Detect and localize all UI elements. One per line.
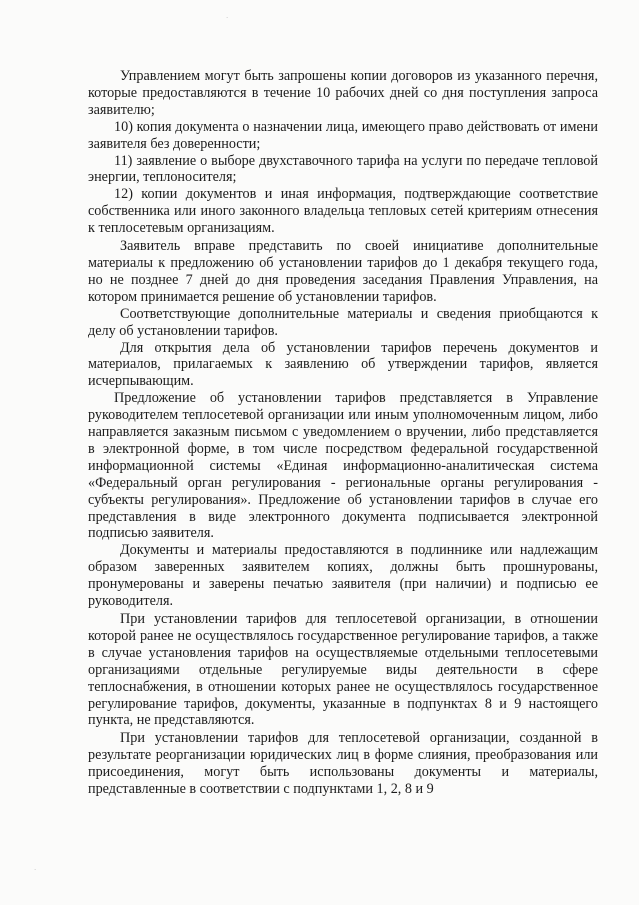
scan-mark: ·	[226, 14, 229, 22]
paragraph-exhaustive-list: Для открытия дела об установлении тарифов перечень документов и материалов, прилагаемых к заявлению об утверждении тарифов, является исчерпывающим.	[88, 339, 598, 390]
scan-mark: ·	[34, 866, 37, 874]
paragraph-document-requirements: Документы и материалы предоставляются в подлиннике или надлежащим образом заверенных заявителем копиях, должны быть прошнурованы, пронумерованы и заверены печатью заявителя (при наличии) и подписью ее руководителя.	[88, 542, 598, 610]
paragraph-additional-materials: Заявитель вправе представить по своей инициативе дополнительные материалы к предложению об установлении тарифов до 1 декабря текущего года, но не позднее 7 дней до дня проведения заседания Правления Управления, на котором принимается решение об установлении тарифов.	[88, 238, 598, 305]
paragraph-reorganization: При установлении тарифов для теплосетевой организации, созданной в результате реорганизации юридических лиц в форме слияния, преобразования или присоединения, могут быть использованы документы и материалы, представленные в соответствии с подпунктами 1, 2, 8 и 9	[88, 730, 598, 798]
paragraph-case-attachment: Соответствующие дополнительные материалы и сведения приобщаются к делу об установлении тарифов.	[88, 305, 598, 339]
paragraph-item-12: 12) копии документов и иная информация, подтверждающие соответствие собственника или иного законного владельца тепловых сетей критериям отнесения к теплосетевым организациям.	[88, 186, 598, 237]
paragraph-submission-methods: Предложение об установлении тарифов представляется в Управление руководителем теплосетевой организации или иным уполномоченным лицом, либо направляется заказным письмом с уведомлением о вручении, либо представляется в электронной форме, в том числе посредством федеральной государственной информационной системы «Единая информационно-аналитическая система «Федеральный орган регулирования - региональные органы регулирования - субъекты регулирования». Предложение об установлении тарифов в случае его представления в виде электронного документа подписывается электронной подписью заявителя.	[88, 390, 598, 542]
document-body	[88, 68, 598, 798]
paragraph-item-10: 10) копия документа о назначении лица, имеющего право действовать от имени заявителя без доверенности;	[88, 118, 598, 152]
paragraph-item-11: 11) заявление о выборе двухставочного тарифа на услуги по передаче тепловой энергии, теплоносителя;	[88, 152, 598, 186]
paragraph-new-organization: При установлении тарифов для теплосетевой организации, в отношении которой ранее не осуществлялось государственное регулирование тарифов, а также в случае установления тарифов на осуществляемые отдельными теплосетевыми организациями отдельные регулируемые виды деятельности в сфере теплоснабжения, в отношении которых ранее не осуществлялось государственное регулирование тарифов, документы, указанные в подпунктах 8 и 9 настоящего пункта, не представляются.	[88, 611, 598, 729]
paragraph-contract-copies: Управлением могут быть запрошены копии договоров из указанного перечня, которые предоставляются в течение 10 рабочих дней со дня поступления запроса заявителю;	[88, 68, 598, 118]
